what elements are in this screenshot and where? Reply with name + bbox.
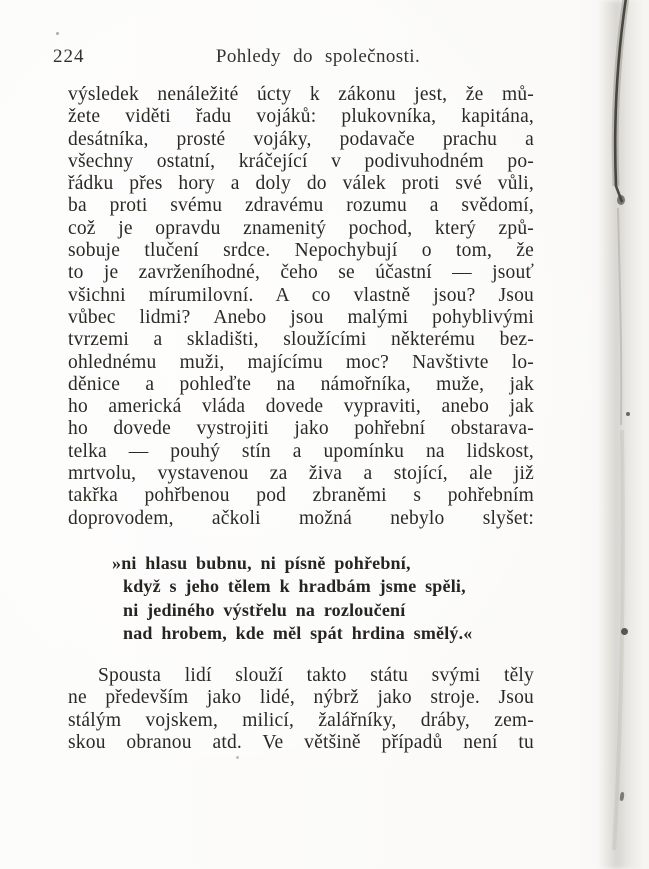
text-line: řádku přes hory a doly do válek proti své vůli, (68, 173, 534, 195)
text-line: mrtvolu, vystavenou za živa a stojící, ale již (68, 463, 534, 485)
verse-line: ni jediného výstřelu na rozloučení (123, 599, 406, 620)
page-number: 224 (53, 46, 85, 67)
text-line: tvrzemi a skladišti, sloužícími některému bez- (68, 329, 534, 351)
text-line: telka — pouhý stín a upomínku na lidskost, (68, 440, 534, 462)
verse-line: »ni hlasu bubnu, ni písně pohřební, (112, 553, 411, 573)
text-line: Spousta lidí slouží takto státu svými těly (98, 665, 534, 686)
text-line: ho dovede vystrojiti jako pohřební obstarava- (68, 418, 534, 440)
text-line: sobuje tlučení srdce. Nepochybují o tom, že (68, 240, 534, 262)
text-line: ho americká vláda dovede vypraviti, anebo jak (68, 396, 534, 418)
text-line: stálým vojskem, milicí, žalářníky, dráby, zem- (68, 709, 534, 731)
paragraph-2 (68, 665, 534, 754)
text-line: což je opravdu znamenitý pochod, který způ- (68, 217, 534, 239)
text-line: ne především jako lidé, nýbrž jako stroje. Jsou (68, 687, 534, 709)
paper-speck (626, 412, 630, 416)
verse-line: nad hrobem, kde měl spát hrdina smělý.« (123, 623, 473, 644)
text-line: to je zavrženíhodné, čeho se účastní — jsouť (68, 262, 534, 284)
paper-speck (621, 628, 628, 635)
running-title: Pohledy do společnosti. (215, 46, 421, 67)
text-line: všechny ostatní, kráčející v podivuhodném po- (68, 150, 534, 172)
text-line: desátníka, prosté vojáky, podavače prachu a (68, 128, 534, 150)
paper-speck (236, 756, 239, 759)
paper-speck (619, 792, 624, 801)
text-line: takřka pohřbenou pod zbraněmi s pohřebním (68, 485, 534, 507)
text-line: všichni mírumilovní. A co vlastně jsou? Jsou (68, 284, 534, 306)
paragraph-1 (68, 84, 534, 530)
verse-line: když s jeho tělem k hradbám jsme spěli, (123, 576, 466, 597)
paper-speck (56, 32, 59, 35)
text-line: ba proti svému zdravému rozumu a svědomí, (68, 195, 534, 217)
text-line: děnice a pohleďte na námořníka, muže, jak (68, 373, 534, 395)
text-line: skou obranou atd. Ve většině případů není tu (68, 731, 534, 753)
verse-quote (112, 552, 473, 646)
text-line: doprovodem, ačkoli možná nebylo slyšet: (68, 507, 534, 529)
text-line: výsledek nenáležité úcty k zákonu jest, že mů- (68, 84, 534, 105)
text-line: vůbec lidmi? Anebo jsou malými pohyblivými (68, 306, 534, 328)
text-line: ohlednému muži, majícímu moc? Navštivte lo- (68, 351, 534, 373)
text-line: žete viděti řadu vojáků: plukovníka, kapitána, (68, 106, 534, 128)
page-edge-shadow (598, 0, 644, 869)
